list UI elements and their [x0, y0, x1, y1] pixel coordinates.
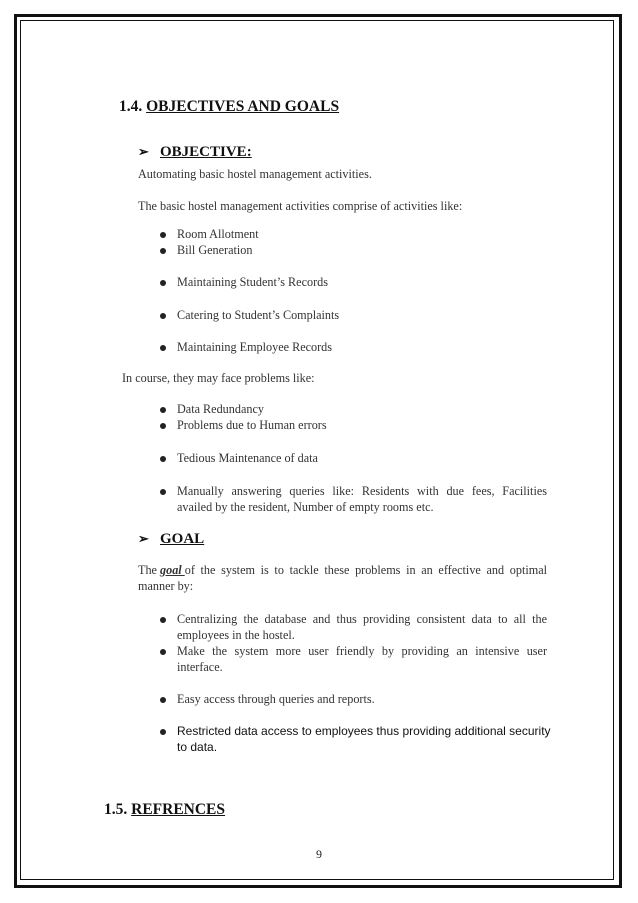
list-item: Maintaining Student’s Records [177, 275, 328, 289]
list-item-line-2: availed by the resident, Number of empty rooms etc. [177, 500, 434, 514]
bullet-icon [160, 423, 166, 429]
bullet-icon [160, 280, 166, 286]
list-item: Easy access through queries and reports. [177, 692, 375, 706]
bullet-icon [160, 649, 166, 655]
page-number: 9 [316, 847, 322, 861]
list-item-line-2: employees in the hostel. [177, 628, 295, 642]
list-item-line-1: Restricted data access to employees thus providing additional security [177, 724, 551, 738]
goal-intro-rest: of the system is to tackle these problems in an effective and optimal [184, 563, 547, 577]
bullet-icon [160, 729, 166, 735]
list-item: Problems due to Human errors [177, 418, 327, 432]
list-item-line-1: Manually answering queries like: Residents with due fees, Facilities [177, 484, 547, 498]
bullet-icon [160, 232, 166, 238]
problems-intro: In course, they may face problems like: [122, 371, 315, 385]
objective-line-2: The basic hostel management activities comprise of activities like: [138, 199, 463, 213]
list-item: Data Redundancy [177, 402, 264, 416]
section-heading [119, 98, 339, 116]
section-number: 1.4. [119, 98, 143, 115]
goal-keyword: goal [160, 563, 185, 577]
objective-line-1: Automating basic hostel management activities. [138, 167, 372, 181]
bullet-icon [160, 345, 166, 351]
goal-heading [138, 531, 204, 548]
list-item-line-1: Make the system more user friendly by providing an intensive user [177, 644, 547, 658]
section-title: OBJECTIVES AND GOALS [146, 98, 340, 115]
list-item-line-1: Centralizing the database and thus providing consistent data to all the [177, 612, 547, 626]
arrow-bullet-icon: ➢ [138, 144, 149, 159]
list-item-line-2: to data. [177, 740, 218, 754]
bullet-icon [160, 489, 166, 495]
goal-intro-line-1 [138, 563, 547, 578]
arrow-bullet-icon: ➢ [138, 531, 149, 546]
list-item: Catering to Student’s Complaints [177, 308, 340, 322]
objective-heading-text: OBJECTIVE: [160, 144, 252, 160]
bullet-icon [160, 248, 166, 254]
next-section-number: 1.5. [104, 801, 128, 818]
next-section-heading [104, 801, 225, 819]
bullet-icon [160, 697, 166, 703]
goal-intro-pre: The [138, 563, 160, 577]
list-item: Room Allotment [177, 227, 259, 241]
bullet-icon [160, 617, 166, 623]
list-item: Bill Generation [177, 243, 253, 257]
goal-intro-line-2: manner by: [138, 579, 194, 593]
bullet-icon [160, 313, 166, 319]
bullet-icon [160, 456, 166, 462]
objective-heading [138, 144, 252, 161]
list-item-line-2: interface. [177, 660, 223, 674]
list-item: Tedious Maintenance of data [177, 451, 318, 465]
goal-heading-text: GOAL [160, 531, 205, 547]
page-border-inner [20, 20, 614, 880]
list-item: Maintaining Employee Records [177, 340, 333, 354]
next-section-title: REFRENCES [131, 801, 226, 818]
bullet-icon [160, 407, 166, 413]
